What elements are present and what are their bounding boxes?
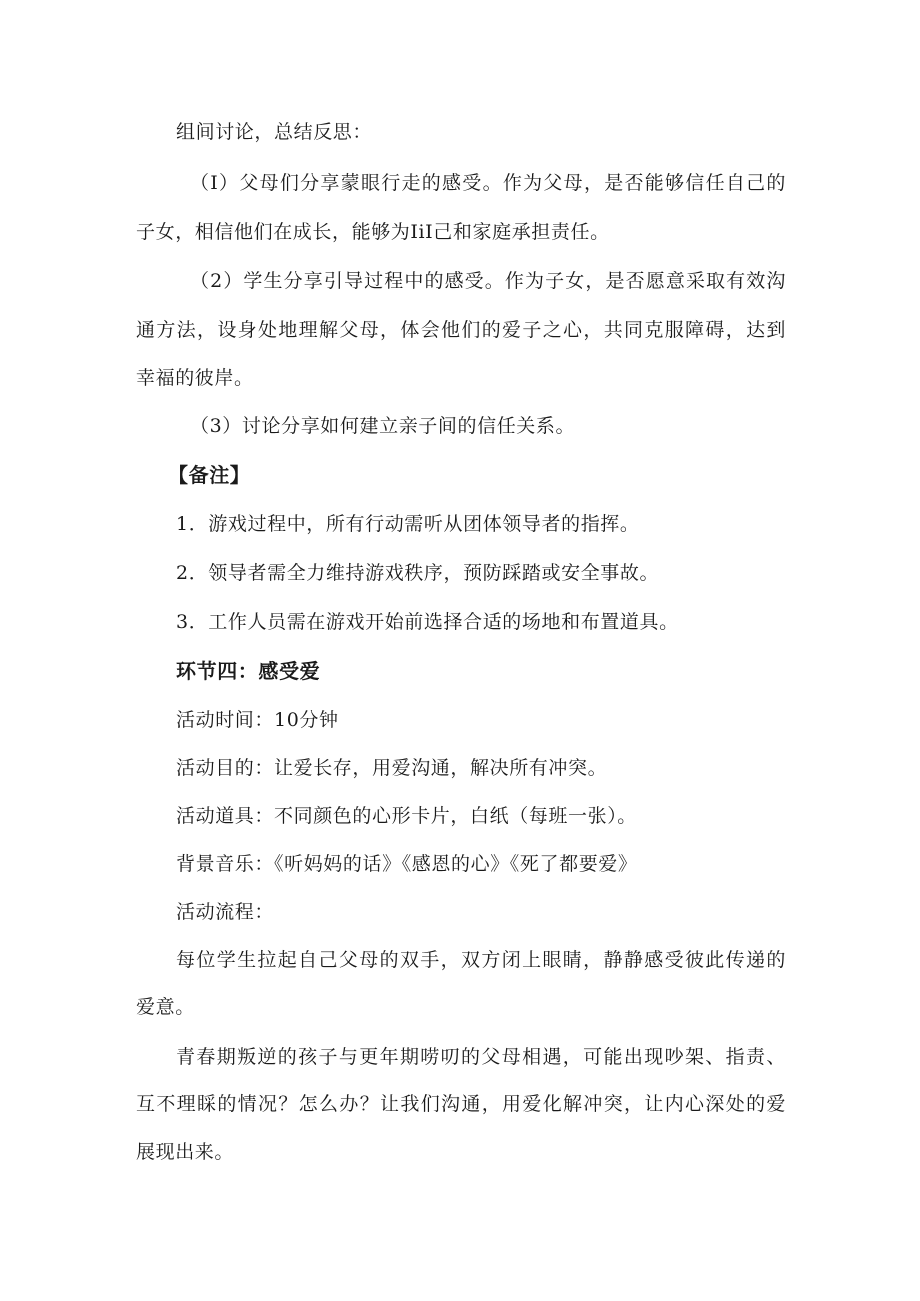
process-paragraph-1-line-1: 每位学生拉起自己父母的双手，双方闭上眼睛，静静感受彼此传递的 xyxy=(176,949,786,971)
discussion-intro: 组间讨论，总结反思： xyxy=(176,121,373,143)
activity-goal: 活动目的：让爱长存，用爱沟通，解决所有冲突。 xyxy=(176,757,608,779)
remark-1: 1．游戏过程中，所有行动需听从团体领导者的指挥。 xyxy=(176,513,640,535)
background-music: 背景音乐：《听妈妈的话》《感恩的心》《死了都要爱》 xyxy=(176,853,638,875)
remark-2: 2．领导者需全力维持游戏秩序，预防踩踏或安全事故。 xyxy=(176,562,660,584)
item-1-line-2: 子女，相信他们在成长，能够为IⅰI己和家庭承担责任。 xyxy=(136,221,610,243)
item-2-line-1: （2）学生分享引导过程中的感受。作为子女，是否愿意采取有效沟 xyxy=(190,270,786,292)
activity-props: 活动道具：不同颜色的心形卡片，白纸（每班一张）。 xyxy=(176,805,637,827)
process-paragraph-2-line-2: 互不理睬的情况？怎么办？让我们沟通，用爱化解冲突，让内心深处的爱 xyxy=(136,1093,786,1115)
activity-process-label: 活动流程： xyxy=(176,901,275,923)
remark-3: 3．工作人员需在游戏开始前选择合适的场地和布置道具。 xyxy=(176,611,679,633)
section-four-heading: 环节四：感受爱 xyxy=(176,659,321,683)
item-2-line-3: 幸福的彼岸。 xyxy=(136,367,254,389)
remarks-heading: 【备注】 xyxy=(168,463,251,487)
item-2-line-2: 通方法，设身处地理解父母，体会他们的爱子之心，共同克服障碍，达到 xyxy=(136,319,786,341)
process-paragraph-2-line-3: 展现出来。 xyxy=(136,1141,235,1163)
process-paragraph-2-line-1: 青春期叛逆的孩子与更年期唠叨的父母相遇，可能出现吵架、指责、 xyxy=(176,1046,786,1068)
item-3: （3）讨论分享如何建立亲子间的信任关系。 xyxy=(190,415,576,437)
item-1-line-1: （I）父母们分享蒙眼行走的感受。作为父母，是否能够信任自己的 xyxy=(190,172,786,194)
activity-time: 活动时间：10分钟 xyxy=(176,709,339,731)
process-paragraph-1-line-2: 爱意。 xyxy=(136,996,195,1018)
